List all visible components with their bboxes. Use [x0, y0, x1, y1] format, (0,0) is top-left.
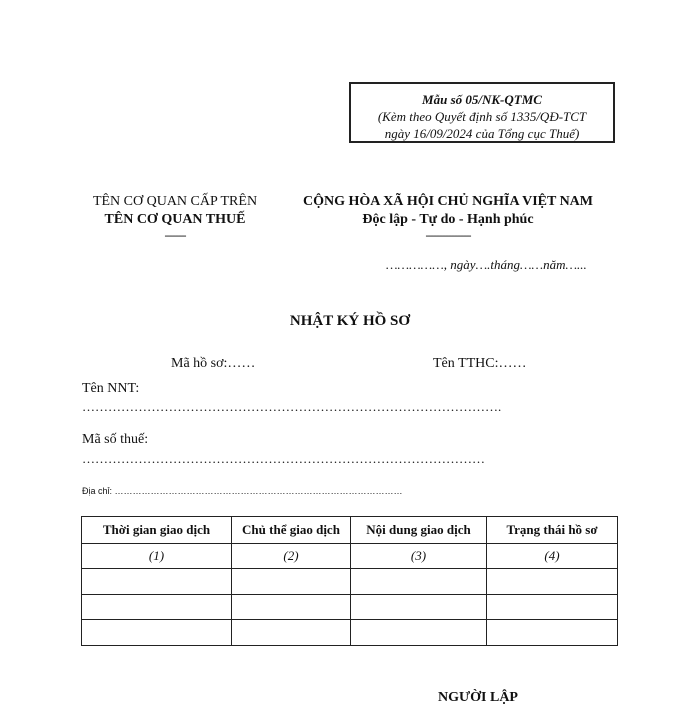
form-decision-date: ngày 16/09/2024 của Tổng cục Thuế)	[384, 126, 580, 141]
col-transaction-party: Chủ thể giao dịch	[232, 517, 351, 544]
table-cell	[232, 620, 351, 646]
table-cell	[351, 594, 487, 620]
national-motto: Độc lập - Tự do - Hạnh phúc	[362, 212, 534, 227]
tax-agency: TÊN CƠ QUAN THUẾ	[104, 212, 246, 227]
address-field: Địa chỉ: ……………………………………………………………………………………	[82, 486, 403, 496]
table-cell	[232, 594, 351, 620]
table-cell	[487, 620, 618, 646]
table-row	[82, 620, 618, 646]
table-row	[82, 569, 618, 595]
agency-divider: -------	[164, 228, 186, 242]
table-cell	[232, 569, 351, 595]
table-cell	[487, 594, 618, 620]
table-cell	[82, 594, 232, 620]
page-title: NHẬT KÝ HỒ SƠ	[289, 313, 411, 329]
col-number-3: (3)	[351, 544, 487, 569]
table-row	[82, 594, 618, 620]
table-header-row	[82, 517, 618, 544]
motto-divider: ---------------	[425, 228, 471, 242]
form-number: Mẫu số 05/NK-QTMC	[422, 92, 542, 107]
agency-header	[70, 193, 280, 241]
table-cell	[351, 569, 487, 595]
tax-code-field: …………………………………………………………………………………	[82, 451, 485, 466]
dossier-code: Mã hồ sơ:……	[171, 356, 256, 371]
country-name: CỘNG HÒA XÃ HỘI CHỦ NGHĨA VIỆT NAM	[302, 194, 593, 209]
table-number-row	[82, 544, 618, 569]
table-cell	[487, 569, 618, 595]
national-header	[283, 193, 613, 241]
col-transaction-content: Nội dung giao dịch	[351, 517, 487, 544]
date-line: ……………, ngày….tháng……năm…...	[386, 257, 587, 272]
parent-agency: TÊN CƠ QUAN CẤP TRÊN	[92, 194, 258, 209]
col-transaction-time: Thời gian giao dịch	[82, 517, 232, 544]
col-number-1: (1)	[82, 544, 232, 569]
form-decision-ref: (Kèm theo Quyết định số 1335/QĐ-TCT	[377, 109, 587, 124]
table-cell	[82, 569, 232, 595]
table-cell	[82, 620, 232, 646]
col-number-4: (4)	[487, 544, 618, 569]
taxpayer-name-field: …………………………………………………………………………………….	[82, 399, 502, 414]
preparer-label: NGƯỜI LẬP	[438, 690, 518, 705]
table-cell	[351, 620, 487, 646]
procedure-name: Tên TTHC:……	[433, 356, 527, 371]
col-dossier-status: Trạng thái hồ sơ	[487, 517, 618, 544]
col-number-2: (2)	[232, 544, 351, 569]
tax-code-label: Mã số thuế:	[82, 432, 149, 447]
taxpayer-name-label: Tên NNT:	[82, 381, 140, 396]
form-number-box	[349, 82, 615, 143]
log-table	[81, 516, 618, 646]
